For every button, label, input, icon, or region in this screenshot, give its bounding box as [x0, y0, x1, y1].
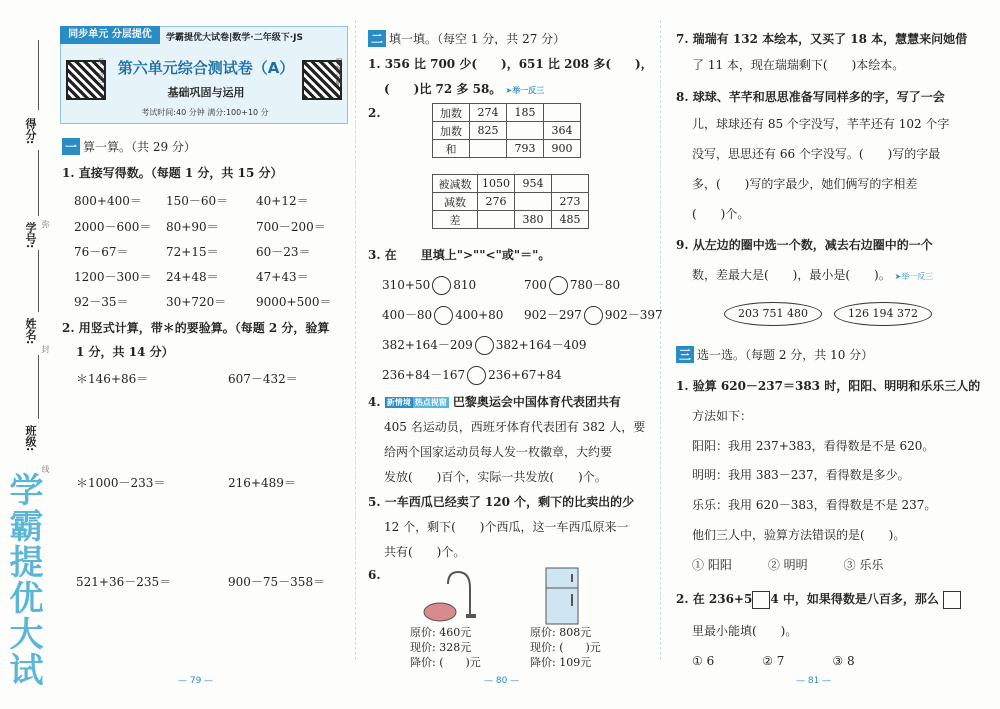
compare-circle[interactable]: [434, 306, 453, 325]
compare-left: 902－297: [524, 308, 582, 322]
refrigerator-icon: [544, 566, 580, 626]
table-cell[interactable]: [515, 193, 552, 211]
unit-tag: 同步单元 分层提优: [60, 26, 160, 44]
column-divider: [660, 20, 661, 660]
compare-circle[interactable]: [467, 366, 486, 385]
calc-item: 92－35＝: [74, 295, 129, 309]
table-cell: 加数: [433, 122, 470, 140]
vertical-calc: ＊146+86＝: [76, 372, 149, 386]
example-tag: ➤举一反三: [894, 272, 934, 281]
section-badge: 二: [368, 30, 386, 47]
vacuum-cleaner-icon: [418, 568, 478, 624]
choice-q2-line: 里最小能填( )。: [692, 624, 798, 638]
table-cell: 减数: [433, 193, 478, 211]
calc-item: 800+400＝: [74, 194, 142, 208]
hot-topic-tag: 热点视窗: [414, 398, 447, 407]
price-line: 原价: 460元: [410, 626, 472, 639]
fill-q1-cont: [384, 80, 544, 97]
fill-q5-line: 共有( )个。: [384, 545, 466, 559]
fill-q4-line: 给两个国家运动员每人发一枚徽章，大约要: [384, 445, 613, 459]
score-line: [38, 40, 39, 110]
compare-item: [382, 306, 503, 325]
table-cell: 276: [478, 193, 515, 211]
student-id-line: [38, 150, 39, 216]
choice-q2-text: 2. 在 236+5: [676, 592, 753, 606]
fill-q9-text: 数，差最大是( )，最小是( )。: [692, 268, 891, 282]
fill-q6: 6.: [368, 568, 381, 582]
qr-label: 视频讲解: [335, 58, 343, 86]
page-number: — 80 —: [484, 676, 520, 686]
compare-item: [524, 306, 663, 325]
subtraction-table: [432, 174, 589, 229]
column-divider: [355, 20, 356, 660]
fill-q4-line: 发放( )百个，实际一共发放( )个。: [384, 470, 607, 484]
compare-circle[interactable]: [549, 276, 568, 295]
fill-q8-line: 儿，球球还有 85 个字没写，芊芊还有 102 个字: [692, 117, 950, 131]
table-cell: 954: [515, 175, 552, 193]
compare-left: 400－80: [382, 308, 433, 322]
seal-char: 弥: [41, 220, 50, 228]
vertical-calc: 521+36－235＝: [76, 575, 172, 589]
compare-right: 400+80: [455, 308, 504, 322]
table-cell: 被减数: [433, 175, 478, 193]
compare-right: 236+67+84: [488, 368, 562, 382]
table-cell: 274: [470, 104, 507, 122]
price-line: 现价: ( )元: [530, 641, 601, 654]
vertical-calc: 216+489＝: [228, 476, 296, 490]
choice-options[interactable]: ① 6 ② 7 ③ 8: [692, 654, 855, 668]
section-1-heading: [62, 138, 196, 155]
compare-left: 382+164－209: [382, 338, 473, 352]
table-cell[interactable]: [478, 211, 515, 229]
calc-item: 700－200＝: [256, 220, 326, 234]
calc-item: 9000+500＝: [256, 295, 332, 309]
compare-circle[interactable]: [475, 336, 494, 355]
vertical-calc: ＊1000－233＝: [76, 476, 166, 490]
brand-vertical: 学霸提优大试: [3, 472, 43, 688]
compare-item: [382, 276, 476, 295]
fill-q3: 3. 在 里填上">""<"或"＝"。: [368, 248, 551, 262]
calc-item: 40+12＝: [256, 194, 309, 208]
table-cell: 380: [515, 211, 552, 229]
question-2: 2. 用竖式计算，带＊的要验算。（每题 2 分，验算: [62, 321, 330, 335]
choice-q1-line: 明明：我用 383－237，看得数是多少。: [692, 468, 910, 482]
name-label: 姓名:: [24, 318, 37, 345]
book-title: 学霸提优大试卷|数学·二年级下·JS: [166, 33, 303, 43]
calc-item: 30+720＝: [166, 295, 227, 309]
calc-item: 47+43＝: [256, 270, 309, 284]
choice-q1-line: 他们三人中，验算方法错误的是( )。: [692, 528, 906, 542]
fill-q8-line: 没写，思思还有 66 个字没写。( )写的字最: [692, 147, 941, 161]
compare-right: 780－80: [569, 278, 621, 292]
calc-item: 150－60＝: [166, 194, 229, 208]
calc-item: 76－67＝: [74, 245, 129, 259]
calc-item: 60－23＝: [256, 245, 311, 259]
table-cell[interactable]: [470, 140, 507, 158]
table-cell: 加数: [433, 104, 470, 122]
price-line: 降价: 109元: [530, 656, 592, 669]
question-2-cont: 1 分，共 14 分）: [76, 345, 174, 359]
compare-item: [524, 276, 620, 295]
table-cell: 485: [552, 211, 589, 229]
fill-q5-line: 12 个，剩下( )个西瓜，这一车西瓜原来一: [384, 520, 629, 534]
table-cell: 273: [552, 193, 589, 211]
question-1: 1. 直接写得数。（每题 1 分，共 15 分）: [62, 166, 283, 180]
compare-circle[interactable]: [584, 306, 603, 325]
addition-table: [432, 103, 581, 158]
new-context-tag: 新情境: [386, 398, 411, 407]
table-cell: 185: [507, 104, 544, 122]
vertical-calc: 607－432＝: [228, 372, 298, 386]
section-2-heading: [368, 30, 565, 47]
answer-box[interactable]: [943, 591, 961, 609]
table-cell: 793: [507, 140, 544, 158]
fill-q4-text: 巴黎奥运会中国体育代表团共有: [452, 395, 621, 409]
vertical-calc: 900－75－358＝: [228, 575, 326, 589]
calc-item: 1200－300＝: [74, 270, 152, 284]
fill-q4-line: 405 名运动员，西班牙体育代表团有 382 人，要: [384, 420, 646, 434]
choice-q2-text: 4 中，如果得数是八百多，那么: [770, 592, 939, 606]
student-id-label: 学号:: [24, 222, 37, 249]
seal-char: 封: [41, 345, 50, 353]
page-number: — 81 —: [796, 676, 832, 686]
table-cell[interactable]: [507, 122, 544, 140]
fill-q5: 5. 一车西瓜已经卖了 120 个，剩下的比卖出的少: [368, 495, 635, 509]
compare-item: [382, 336, 587, 355]
price-line: 降价: ( )元: [410, 656, 481, 669]
seal-char: 线: [41, 465, 50, 473]
choice-q2: [676, 590, 961, 609]
fill-q4: 4. 新情境 热点视窗 巴黎奥运会中国体育代表团共有: [368, 395, 621, 409]
answer-box[interactable]: [752, 591, 770, 609]
section-badge: 三: [676, 346, 694, 363]
compare-left: 236+84－167: [382, 368, 466, 382]
fill-q7: 7. 瑞瑞有 132 本绘本，又买了 18 本，慧慧来问她借: [676, 32, 968, 46]
page-number: — 79 —: [178, 676, 214, 686]
calc-item: 2000－600＝: [74, 220, 152, 234]
section-title: 选一选。（每题 2 分，共 10 分）: [697, 348, 874, 362]
compare-right: 902－397: [604, 308, 663, 322]
class-line: [38, 355, 39, 419]
section-title: 填一填。（每空 1 分，共 27 分）: [389, 32, 566, 46]
left-number-circle: 203 751 480: [724, 302, 822, 326]
class-label: 班级:: [24, 425, 37, 452]
calc-item: 24+48＝: [166, 270, 219, 284]
compare-item: [382, 366, 562, 385]
fill-q2: 2.: [368, 106, 381, 120]
choice-q1-line: 方法如下：: [692, 409, 753, 423]
example-tag: ➤举一反三: [505, 86, 545, 95]
table-cell: 差: [433, 211, 478, 229]
fill-q7-line: 了 11 本，现在瑞瑞剩下( )本绘本。: [692, 58, 905, 72]
qr-label: 举一反三: [97, 58, 105, 86]
price-line: 现价: 328元: [410, 641, 472, 654]
price-line: 原价: 808元: [530, 626, 592, 639]
fill-q1-text: ( )比 72 多 58。: [384, 82, 502, 96]
test-info: 考试时间:40 分钟 满分:100+10 分: [141, 108, 269, 117]
table-cell[interactable]: [552, 175, 589, 193]
table-cell[interactable]: [544, 104, 581, 122]
name-line: [38, 250, 39, 312]
fill-q9: 9. 从左边的圈中选一个数，减去右边圈中的一个: [676, 238, 933, 252]
table-cell: 364: [544, 122, 581, 140]
compare-right: 382+164－409: [495, 338, 587, 352]
compare-left: 700: [524, 278, 547, 292]
calc-item: 80+90＝: [166, 220, 219, 234]
table-cell: 825: [470, 122, 507, 140]
choice-q1: 1. 验算 620－237＝383 时，阳阳、明明和乐乐三人的: [676, 379, 981, 393]
test-subtitle: 基础巩固与运用: [167, 86, 245, 99]
right-number-circle: 126 194 372: [834, 302, 932, 326]
choice-q1-line: 乐乐：我用 620－383，看得数是不是 237。: [692, 498, 937, 512]
compare-circle[interactable]: [432, 276, 451, 295]
fill-q9-line: [692, 266, 933, 283]
choice-options[interactable]: ① 阳阳 ② 明明 ③ 乐乐: [692, 558, 884, 572]
score-label: 得分:: [24, 118, 37, 145]
table-cell: 900: [544, 140, 581, 158]
test-title: 第六单元综合测试卷（A）: [117, 59, 295, 77]
section-3-heading: [676, 346, 873, 363]
fill-q8-line: ( )个。: [692, 207, 750, 221]
table-cell: 和: [433, 140, 470, 158]
fill-q1: 1. 356 比 700 少( )，651 比 208 多( )，: [368, 57, 653, 71]
choice-q1-line: 阳阳：我用 237+383，看得数是不是 620。: [692, 439, 935, 453]
section-title: 算一算。（共 29 分）: [83, 140, 196, 154]
fill-q8: 8. 球球、芊芊和思思准备写同样多的字，写了一会: [676, 90, 945, 104]
calc-item: 72+15＝: [166, 245, 219, 259]
section-badge: 一: [62, 138, 80, 155]
table-cell: 1050: [478, 175, 515, 193]
fill-q8-line: 多，( )写的字最少，她们俩写的字相差: [692, 177, 918, 191]
compare-left: 310+50: [382, 278, 431, 292]
compare-right: 810: [453, 278, 477, 292]
